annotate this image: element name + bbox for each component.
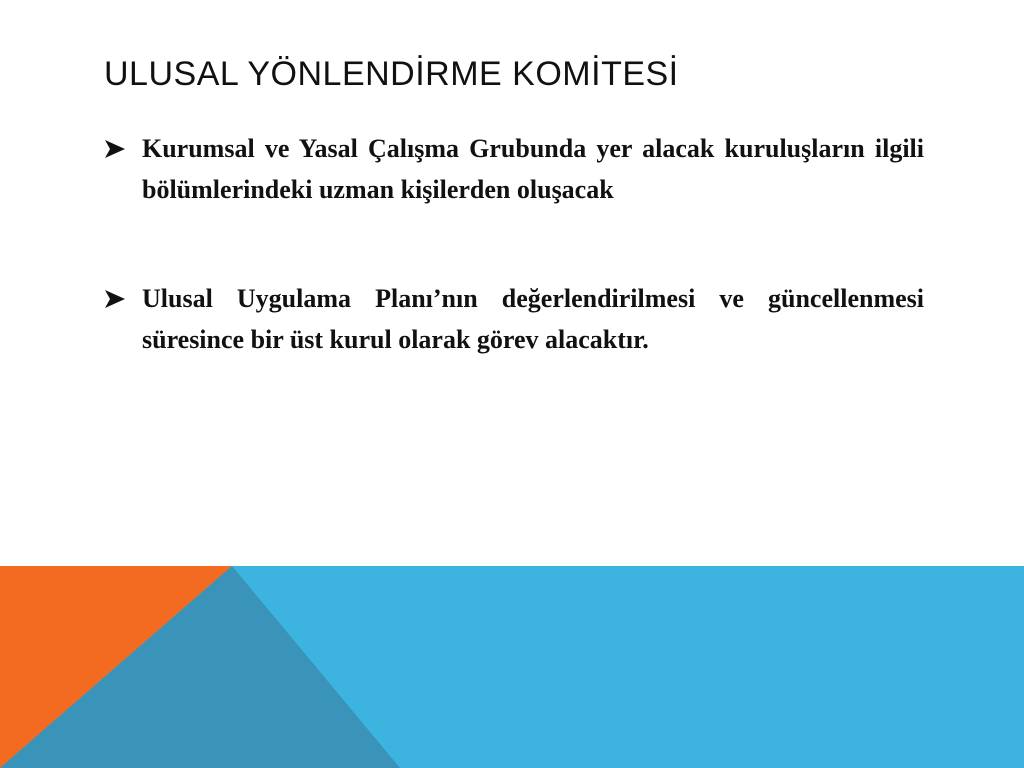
- arrowhead-bullet-icon: [104, 278, 142, 319]
- decorative-footer-band: [0, 566, 1024, 768]
- arrowhead-bullet-icon: [104, 128, 142, 169]
- bullet-text: Kurumsal ve Yasal Çalışma Grubunda yer alacak kuruluşların ilgili bölümlerindeki uzman kişilerden oluşacak: [142, 134, 924, 204]
- slide-title: ULUSAL YÖNLENDİRME KOMİTESİ: [104, 55, 679, 93]
- bullet-text: Ulusal Uygulama Planı’nın değerlendirilmesi ve güncellenmesi süresince bir üst kurul olarak görev alacaktır.: [142, 284, 924, 354]
- bullet-list: [104, 128, 924, 428]
- bullet-item: [104, 278, 924, 360]
- bullet-item: [104, 128, 924, 210]
